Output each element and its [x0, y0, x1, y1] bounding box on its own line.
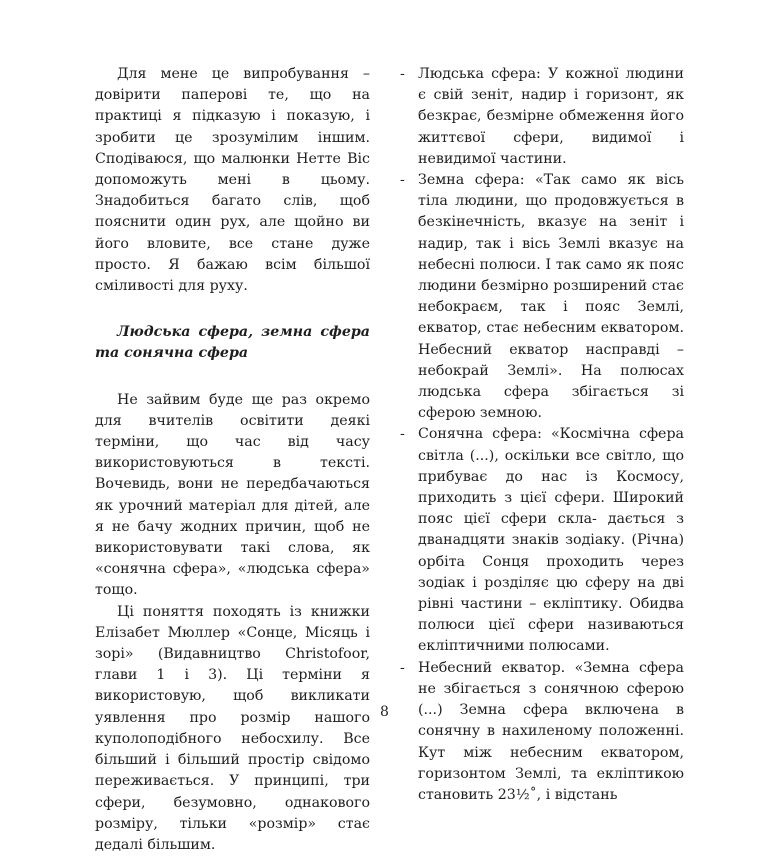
intro-paragraph: Для мене це випробування – довірити паперові те, що на практиці я підказую і показую, і зробити це зрозумілим іншим. Сподіваюся, що малюнки Нетте Віс допоможуть мені в цьому. Знадобиться багато слів, щоб пояснити один рух, але щойно ви його вловите, все стане дуже просто. Я бажаю всім більшої сміливості для руху.	[95, 66, 370, 295]
list-item-celestial-equator	[400, 658, 684, 806]
section-heading: Людська сфера, земна сфера та сонячна сфера	[95, 324, 370, 362]
list-item-earth-sphere	[400, 170, 684, 424]
terms-paragraph: Не зайвим буде ще раз окремо для вчителів освітити деякі терміни, що час від часу використовуються в тексті. Вочевидь, вони не передбачаються як урочний матеріал для дітей, але я не бачу жодних причин, щоб не використовувати такі слова, як «сонячна сфера», «людська сфера» тощо.	[95, 391, 370, 599]
list-item-solar-sphere	[400, 424, 684, 657]
page-number: 8	[380, 704, 389, 720]
list-item-text: Небесний екватор. «Земна сфера не збігається з сонячною сферою (...) Земна сфера включена в сонячну в нахиленому положенні. Кут між небесним екватором, горизонтом Землі, та екліптикою становить 23½˚, і відстань	[418, 659, 684, 803]
list-item-text: Земна сфера: «Так само як вісь тіла людини, що продовжується в безкінечність, вказує на зеніт і надир, так і вісь Землі вказує на небесні полюси. І так само як пояс людини безмірно розширений стає небокраєм, так і пояс Землі, екватор, стає небесним екватором. Небесний екватор насправді – небокрай Землі». На полюсах людська сфера збігається зі сферою земною.	[418, 172, 684, 422]
list-item-human-sphere	[400, 64, 684, 170]
source-paragraph: Ці поняття походять із книжки Елізабет Мюллер «Сонце, Місяць і зорі» (Видавництво Christofoor, глави 1 і 3). Ці терміни я використовую, щоб викликати уявлення про розмір нашого куполоподібного небосхилу. Все більший і більший простір свідомо переживається. У принципі, три сфери, безумовно, однакового розміру, тільки «розмір» стає дедалі більшим.	[95, 603, 370, 853]
left-column	[95, 64, 370, 856]
list-dash: -	[400, 66, 405, 82]
list-item-text: Сонячна сфера: «Космічна сфера світла (...), оскільки все світло, що прибуває до нас із Космосу, приходить з цієї сфери. Широкий пояс цієї сфери скла- дається з дванадцяти знаків зодіаку. (Річна) орбіта Сонця проходить через зодіак і розділяє цю сферу на дві рівні частини – екліптику. Обидва полюси цієї сфери називаються екліптичними полюсами.	[418, 426, 684, 655]
list-dash: -	[400, 659, 405, 676]
list-dash: -	[400, 426, 405, 443]
right-column	[400, 64, 684, 806]
list-item-text: Людська сфера: У кожної людини є свій зеніт, надир і горизонт, як безкрає, безмірне обмеження його життєвої сфери, видимої і невидимої частини.	[418, 66, 684, 167]
spheres-list	[400, 64, 684, 806]
list-dash: -	[400, 172, 405, 189]
